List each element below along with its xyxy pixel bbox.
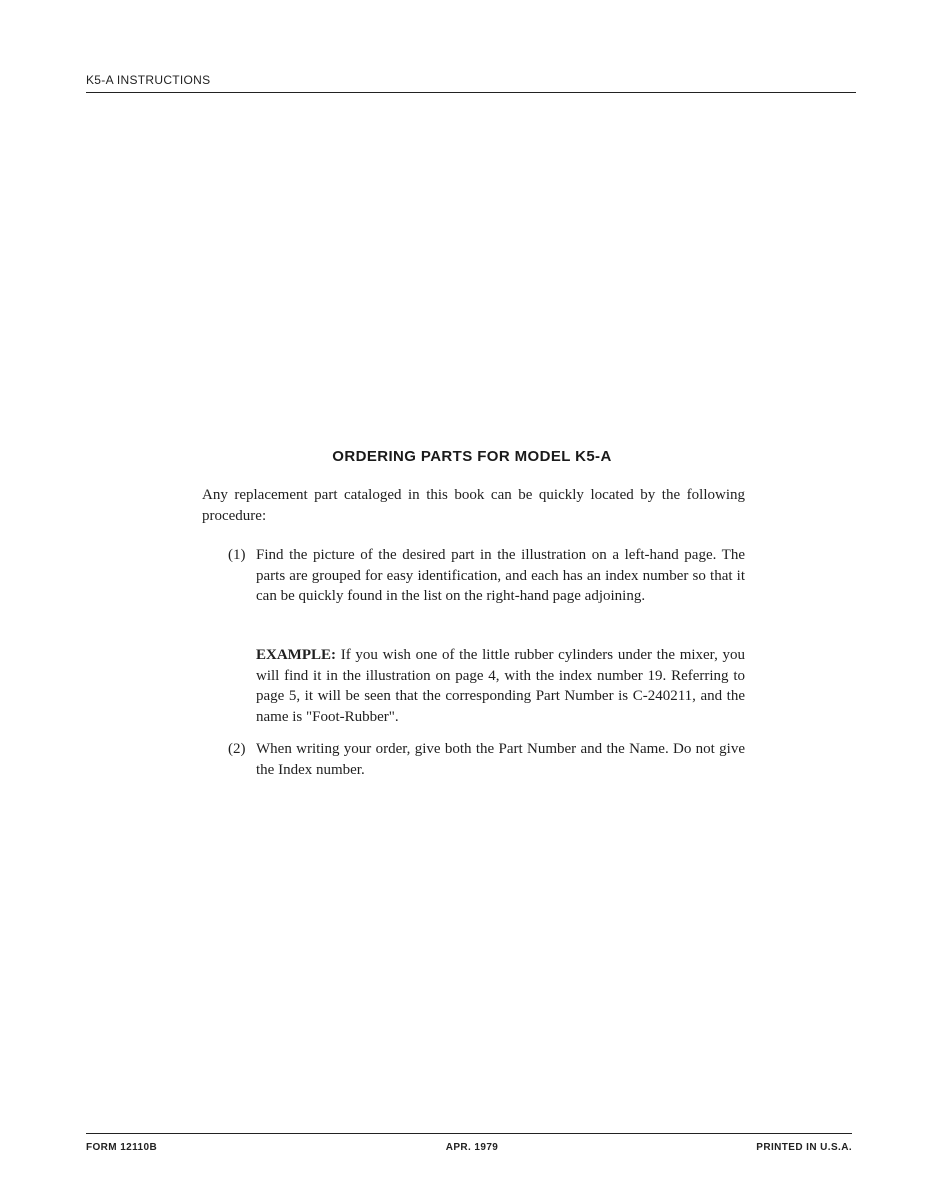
intro-paragraph: Any replacement part cataloged in this book can be quickly located by the following procedure: — [202, 487, 745, 524]
step-number: (2) — [228, 741, 246, 757]
footer-divider — [86, 1133, 852, 1134]
example-text: If you wish one of the little rubber cylinders under the mixer, you will find it in the illustration on page 4, with the index number 19. Referring to page 5, it will be seen that the corresponding Part Number is C-240211, and the name is "Foot-Rubber". — [256, 647, 746, 725]
header-divider — [86, 92, 856, 93]
example-paragraph — [256, 645, 745, 727]
running-header: K5-A INSTRUCTIONS — [86, 73, 211, 87]
procedure-step-1 — [228, 545, 745, 607]
example-label: EXAMPLE: — [256, 647, 336, 663]
section-heading: ORDERING PARTS FOR MODEL K5-A — [332, 448, 612, 465]
step-text: When writing your order, give both the Part Number and the Name. Do not give the Index number. — [256, 741, 745, 778]
form-number: FORM 12110B — [86, 1142, 158, 1153]
printed-location: PRINTED IN U.S.A. — [756, 1142, 852, 1153]
print-date: APR. 1979 — [445, 1142, 499, 1153]
procedure-step-2 — [228, 739, 745, 780]
step-number: (1) — [228, 547, 246, 563]
step-text: Find the picture of the desired part in the illustration on a left-hand page. The parts are grouped for easy identification, and each has an index number so that it can be quickly found in the list on the right-hand page adjoining. — [256, 547, 745, 604]
